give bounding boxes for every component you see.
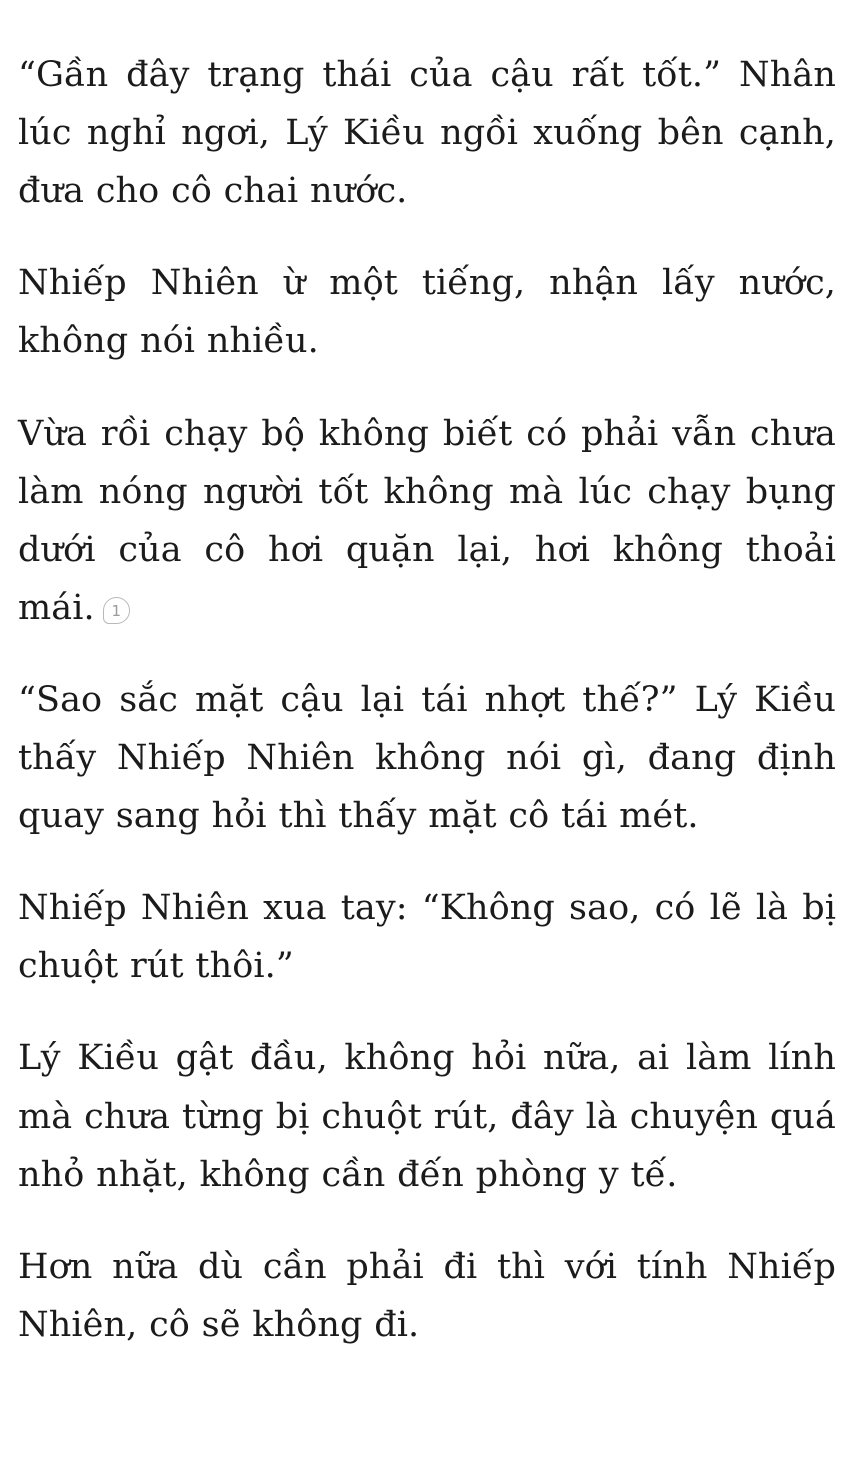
paragraph-text: “Sao sắc mặt cậu lại tái nhợt thế?” Lý Kiều thấy Nhiếp Nhiên không nói gì, đang định quay sang hỏi thì thấy mặt cô tái mét. (18, 679, 836, 837)
paragraph (18, 1238, 836, 1354)
paragraph-text: Vừa rồi chạy bộ không biết có phải vẫn chưa làm nóng người tốt không mà lúc chạy bụng dưới của cô hơi quặn lại, hơi không thoải mái. (18, 413, 836, 628)
paragraph (18, 405, 836, 637)
paragraph (18, 1029, 836, 1203)
comment-bubble-icon[interactable]: 1 (103, 597, 130, 624)
paragraph-text: Nhiếp Nhiên ừ một tiếng, nhận lấy nước, không nói nhiều. (18, 263, 836, 362)
paragraph (18, 46, 836, 220)
paragraph (18, 254, 836, 370)
paragraph-text: Lý Kiều gật đầu, không hỏi nữa, ai làm lính mà chưa từng bị chuột rút, đây là chuyện quá nhỏ nhặt, không cần đến phòng y tế. (18, 1038, 836, 1195)
paragraph (18, 671, 836, 845)
paragraph (18, 879, 836, 995)
scrollbar-thumb[interactable] (849, 400, 854, 730)
paragraph-text: Hơn nữa dù cần phải đi thì với tính Nhiếp Nhiên, cô sẽ không đi. (18, 1246, 836, 1345)
paragraph-text: “Gần đây trạng thái của cậu rất tốt.” Nhân lúc nghỉ ngơi, Lý Kiều ngồi xuống bên cạnh, đưa cho cô chai nước. (18, 55, 836, 212)
scrollbar-track[interactable] (849, 0, 854, 1474)
paragraph-text (18, 0, 631, 1)
paragraph-text: Nhiếp Nhiên xua tay: “Không sao, có lẽ là bị chuột rút thôi.” (18, 888, 836, 987)
paragraph (18, 0, 836, 10)
